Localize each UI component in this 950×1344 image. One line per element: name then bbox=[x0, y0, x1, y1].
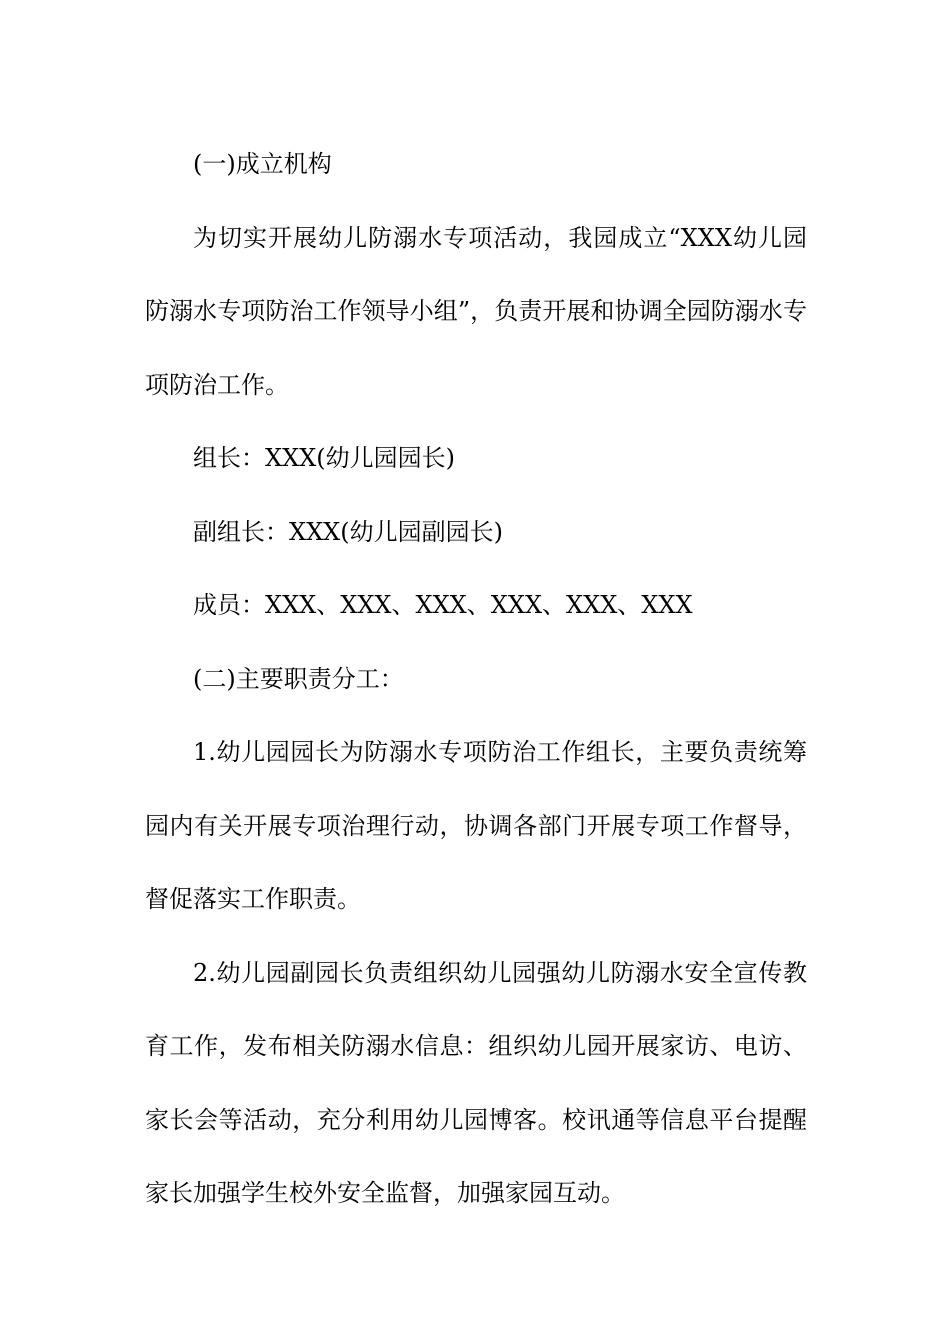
paragraph-deputy-leader: 副组长：XXX(幼儿园副园长) bbox=[193, 517, 503, 546]
section-heading-establish-organization: (一)成立机构 bbox=[193, 150, 332, 178]
paragraph-responsibility-2: 2.幼儿园副园长负责组织幼儿园强幼儿防溺水安全宣传教育工作，发布相关防溺水信息：组织幼儿园开展家访、电访、家长会等活动，充分利用幼儿园博客。校讯通等信息平台提醒家长加强学生校外安全监督，加强家园互动。 bbox=[145, 958, 807, 1207]
section-heading-responsibilities: (二)主要职责分工： bbox=[193, 664, 404, 693]
document-body bbox=[145, 128, 807, 1231]
paragraph-organization-intro: 为切实开展幼儿防溺水专项活动，我园成立“XXX幼儿园防溺水专项防治工作领导小组”，负责开展和协调全园防溺水专项防治工作。 bbox=[145, 223, 807, 399]
paragraph-members: 成员：XXX、XXX、XXX、XXX、XXX、XXX bbox=[193, 591, 693, 619]
paragraph-responsibility-1: 1.幼儿园园长为防溺水专项防治工作组长，主要负责统筹园内有关开展专项治理行动，协调各部门开展专项工作督导，督促落实工作职责。 bbox=[145, 738, 807, 913]
paragraph-group-leader: 组长：XXX(幼儿园园长) bbox=[193, 444, 455, 472]
